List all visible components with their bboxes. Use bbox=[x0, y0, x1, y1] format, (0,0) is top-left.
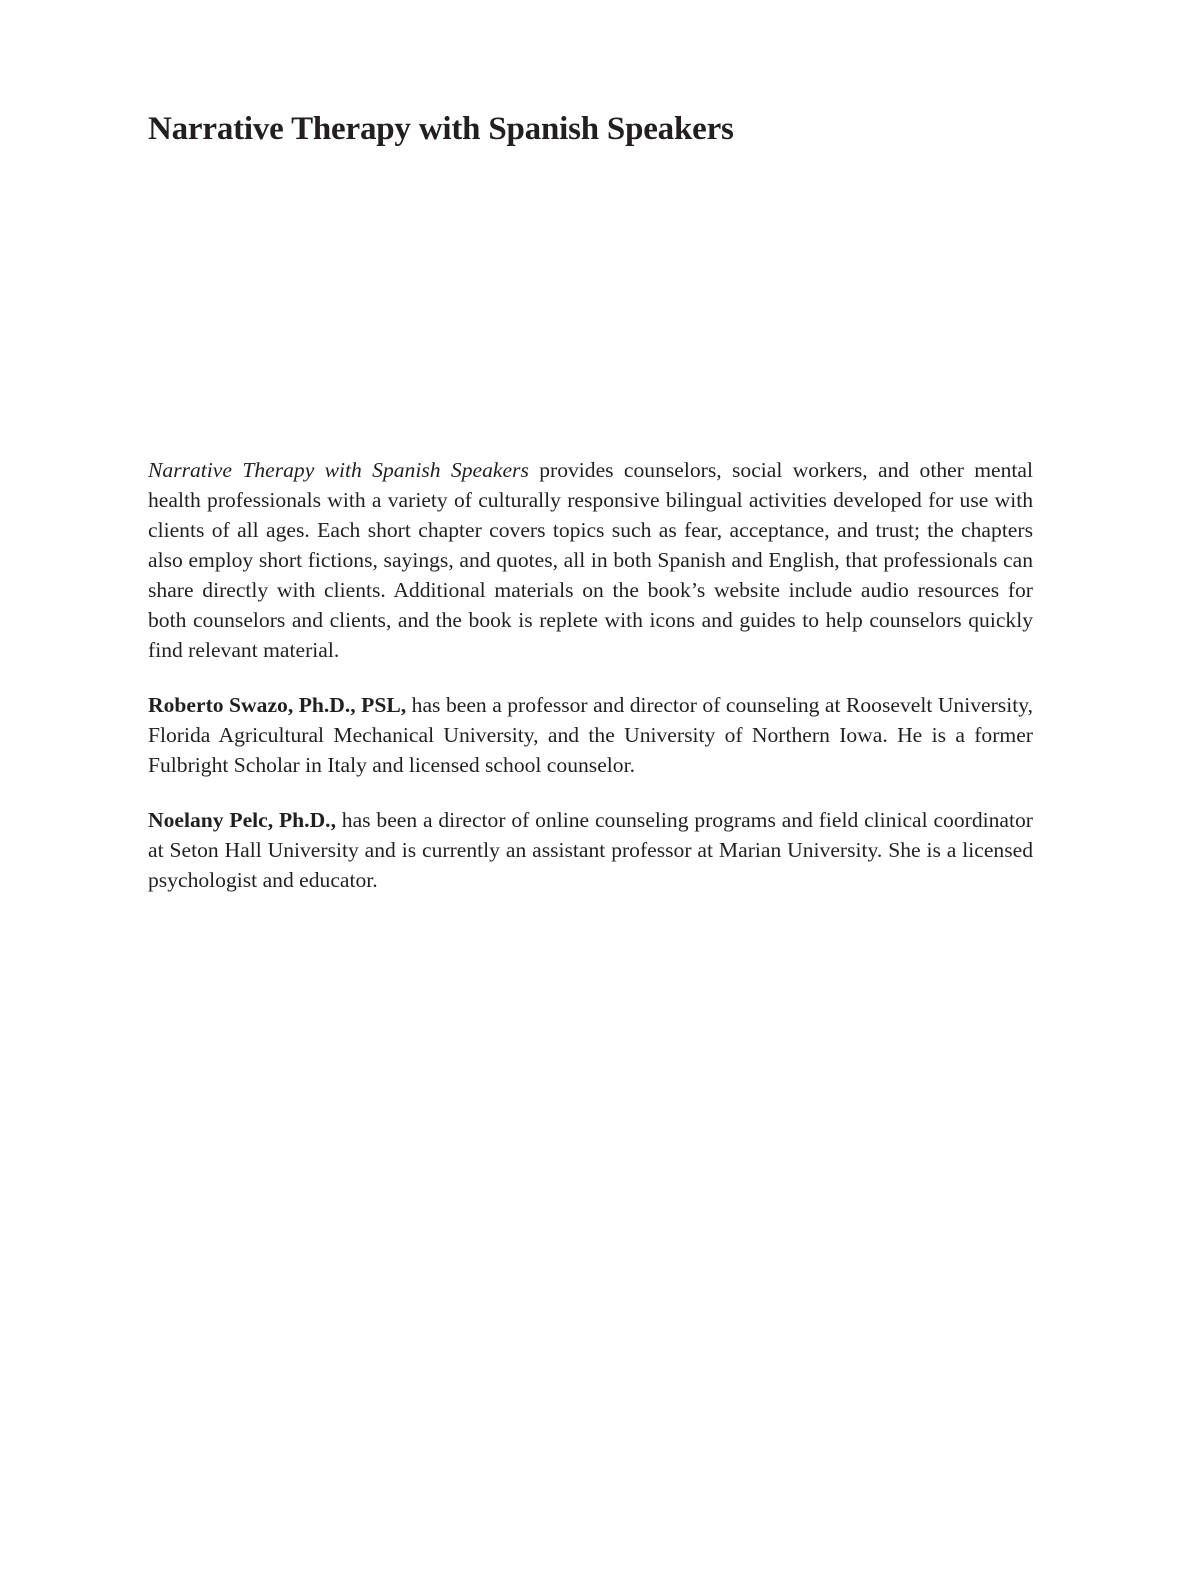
author-bio-paragraph bbox=[148, 690, 1033, 780]
author-name: Noelany Pelc, Ph.D., bbox=[148, 808, 336, 832]
author-bio-paragraph bbox=[148, 805, 1033, 895]
page-title: Narrative Therapy with Spanish Speakers bbox=[148, 111, 734, 147]
description-paragraph bbox=[148, 455, 1033, 665]
author-bio: has been a professor and director of counseling at Roosevelt University, Florida Agricultural Mechanical University, and the University of Northern Iowa. He is a former Fulbright Scholar in Italy and licensed school counselor. bbox=[148, 693, 1033, 777]
author-bio: has been a director of online counseling programs and field clinical coordinator at Seton Hall University and is currently an assistant professor at Marian University. She is a licensed psychologist and educator. bbox=[148, 808, 1033, 892]
book-title-italic: Narrative Therapy with Spanish Speakers bbox=[148, 458, 529, 482]
book-blurb bbox=[148, 455, 1033, 895]
description-text: provides counselors, social workers, and other mental health professionals with a variety of culturally responsive bilingual activities developed for use with clients of all ages. Each short chapter covers topics such as fear, acceptance, and trust; the chapters also employ short fictions, sayings, and quotes, all in both Spanish and English, that professionals can share directly with clients. Additional materials on the book’s website include audio resources for both counselors and clients, and the book is replete with icons and guides to help counselors quickly find relevant material. bbox=[148, 458, 1033, 662]
author-name: Roberto Swazo, Ph.D., PSL, bbox=[148, 693, 407, 717]
